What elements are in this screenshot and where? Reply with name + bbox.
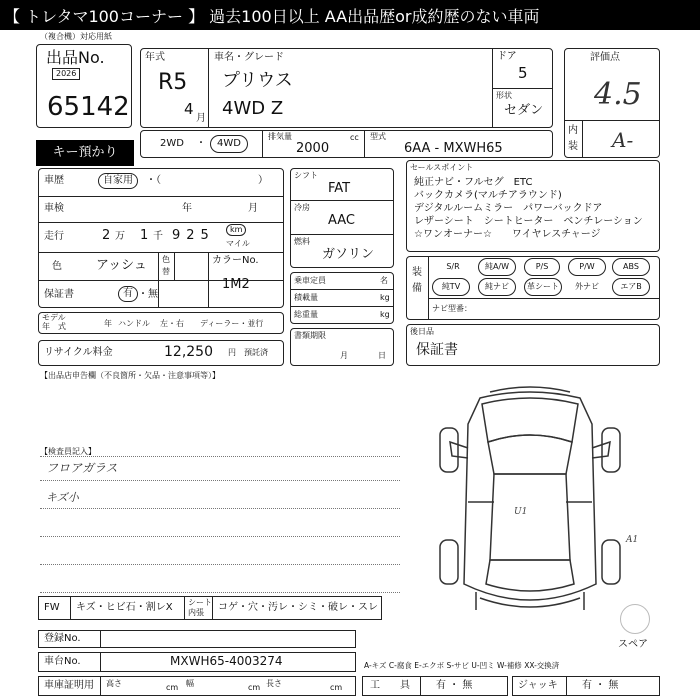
car-wheel-front-right (602, 428, 620, 472)
recycle-value: 12,250 (164, 344, 213, 360)
lot-year-tag: 2026 (52, 68, 80, 80)
tools-value: 有 ・ 無 (436, 680, 473, 691)
navi-model-label: ナビ型番： (432, 304, 472, 313)
sales-point-line: バックカメラ(マルチアラウンド) (414, 190, 562, 201)
color-label: 色 (52, 261, 62, 272)
capacity-load-label: 積載量 (294, 293, 318, 302)
aircon-label: 冷房 (294, 203, 310, 212)
aircon-value: AAC (328, 213, 355, 228)
warranty-value: 有 (118, 286, 138, 302)
legend: A-キズ C-腐食 E-エクボ S-サビ U-凹ミ W-補修 XX-交換済 (364, 661, 560, 670)
equip-navi: 純ナビ (478, 278, 516, 296)
lot-label: 出品No. (46, 48, 105, 67)
shape-label: 形状 (496, 91, 512, 100)
year-label: 年式 (145, 52, 165, 63)
chassis-label: 車台No. (44, 656, 81, 667)
banner: 【 トレタマ100コーナー 】 過去100日以上 AA出品歴or成約歴のない車両 (0, 0, 700, 30)
reg-no-box (38, 630, 356, 648)
shape-value: セダン (504, 103, 544, 118)
equip-pw: P/W (568, 258, 606, 276)
car-wheel-rear-left (440, 540, 458, 584)
applicant-label: 【出品店申告欄（不良箇所・欠品・注意事項等）】 (40, 371, 220, 380)
model-name: プリウス (222, 70, 293, 91)
car-body-outline (464, 392, 596, 600)
mileage-unit-km: km (226, 224, 246, 236)
warranty-label: 保証書 (44, 289, 74, 300)
fuel-label: 燃料 (294, 237, 310, 246)
doors-label: ドア (497, 51, 517, 62)
sales-point-line: デジタルルームミラー パワーバックドア (414, 203, 603, 214)
year-era: R5 (158, 70, 188, 95)
damage-mark: A1 (626, 535, 639, 545)
doors-value: 5 (518, 64, 528, 82)
key-label: キー預かり (36, 140, 134, 166)
shift-label: シフト (294, 171, 318, 180)
fuel-value: ガソリン (322, 247, 375, 262)
drive-2wd: 2WD (160, 138, 184, 149)
car-hood (482, 398, 578, 442)
after-value: 保証書 (416, 342, 458, 358)
recycle-label: リサイクル料金 (44, 347, 113, 358)
fw-label: FW (44, 602, 60, 613)
sales-point-line: 純正ナビ・フルセグ ETC (414, 177, 533, 188)
jack-value: 有 ・ 無 (582, 680, 619, 691)
color-value: アッシュ (96, 258, 147, 273)
displacement-value: 2000 (296, 141, 330, 156)
lot-number: 65142 (47, 92, 130, 122)
spare-tire-icon (620, 604, 650, 634)
mileage-rest: 925 (172, 228, 215, 243)
chassis-value: MXWH65-4003274 (170, 654, 283, 668)
model-grade: 4WD Z (222, 98, 284, 119)
equip-sr: S/R (446, 262, 460, 271)
sales-point-line: ☆ワンオーナー☆ ワイヤレスチャージ (414, 229, 601, 240)
header-note: （複合機）対応用紙 (40, 32, 112, 41)
car-wheel-rear-right (602, 540, 620, 584)
after-label: 後日品 (410, 327, 434, 336)
drive-4wd-selected: 4WD (210, 135, 248, 153)
displacement-unit: cc (350, 133, 359, 142)
inspection-label: 車検 (44, 203, 64, 214)
shift-value: FAT (328, 181, 351, 196)
type-value: 6AA - MXWH65 (404, 141, 503, 156)
equip-leather: 革シート (524, 278, 562, 296)
equip-abs: ABS (612, 258, 650, 276)
mileage-label: 走行 (44, 231, 64, 242)
car-rear-window (486, 560, 574, 591)
colorno-label: カラーNo. (212, 255, 259, 266)
spare-label: スペア (618, 639, 648, 650)
damage-mark: U1 (514, 507, 528, 517)
year-month: 4 (184, 100, 194, 118)
car-roof (490, 474, 570, 560)
inspector-label: 【検査員記入】 (40, 447, 96, 456)
equip-ps: P/S (524, 258, 560, 276)
model-label: 車名・グレード (214, 52, 284, 63)
mileage-man: 2 (102, 228, 111, 243)
car-wheel-front-left (440, 428, 458, 472)
equip-airbag: エアB (612, 278, 650, 296)
capacity-weight-label: 総重量 (294, 310, 318, 319)
type-label: 型式 (370, 132, 386, 141)
displacement-label: 排気量 (268, 132, 292, 141)
score-label: 評価点 (590, 52, 620, 63)
car-windshield (488, 435, 572, 474)
interior-label-1: 内 (568, 125, 578, 136)
car-diagram (410, 384, 650, 624)
history-value: 自家用 (98, 173, 138, 189)
registration-label: 書類期限 (294, 331, 326, 340)
history-label: 車歴 (44, 175, 64, 186)
cert-label: 車庫証明用 (44, 680, 94, 691)
equip-ext-navi: 外ナビ (575, 282, 599, 291)
car-mirror-right (592, 442, 610, 458)
inspector-note-1: フロアガラス (46, 461, 118, 475)
seat-text: コゲ・穴・汚レ・シミ・破レ・スレ (218, 602, 378, 613)
sales-points-label: セールスポイント (410, 163, 474, 172)
interior-value: A- (612, 128, 634, 152)
equip-tv: 純TV (432, 278, 470, 296)
year-month-unit: 月 (196, 113, 206, 124)
colorno-value: 1M2 (222, 277, 250, 292)
capacity-seats-label: 乗車定員 (294, 276, 326, 285)
mileage-sen: 1 (140, 228, 149, 243)
sales-point-line: レザーシート シートヒーター ベンチレーション (414, 216, 643, 227)
car-mirror-left (450, 442, 468, 458)
equip-aw: 純A/W (478, 258, 516, 276)
reg-no-label: 登録No. (44, 633, 81, 644)
score-value: 4.5 (594, 77, 642, 112)
interior-label-2: 装 (568, 141, 578, 152)
tools-label: 工 具 (370, 680, 410, 691)
inspector-note-2: キズ小 (46, 491, 79, 504)
fw-text: キズ・ヒビ石・割レX (76, 602, 173, 613)
jack-label: ジャッキ (518, 680, 558, 691)
